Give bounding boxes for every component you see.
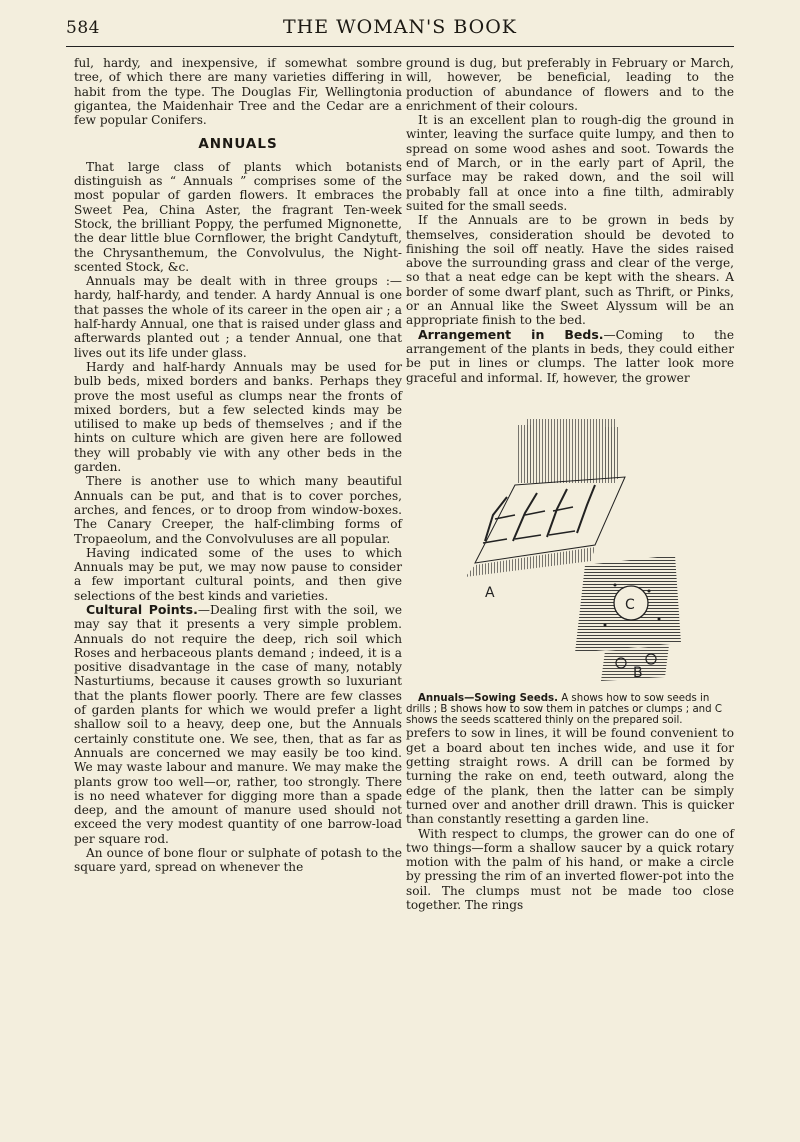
- paragraph-cultural-points: [74, 603, 402, 846]
- running-title: THE WOMAN'S BOOK: [283, 16, 517, 38]
- paragraph: Hardy and half-hardy Annuals may be used for bulb beds, mixed borders and banks. Perhaps they prove the most useful as clumps near the fronts of mixed borders, but a few selected kinds may be utilised to make up beds of themselves ; and if the hints on culture which are given here are followed they will probably vie with any other beds in the garden.: [74, 359, 402, 475]
- figure-label-a: A: [485, 584, 495, 601]
- paragraph: Annuals may be dealt with in three groups :— hardy, half-hardy, and tender. A hardy Annual is one that passes the whole of its career in the open air ; a half-hardy Annual, one that is raised under glass and afterwards planted out ; a tender Annual, one that lives out its life under glass.: [74, 274, 402, 360]
- paragraph: If the Annuals are to be grown in beds by themselves, consideration should be devoted to finishing the soil off neatly. Have the sides raised above the surrounding grass and clear of the verge, so that a neat edge can be kept with the shears. A border of some dwarf plant, such as Thrift, or Pinks, or an Annual like the Sweet Alyssum will be an appropriate finish to the bed.: [406, 213, 734, 328]
- section-heading-annuals: ANNUALS: [198, 136, 278, 153]
- paragraph: prefers to sow in lines, it will be found convenient to get a board about ten inches wide, and use it for getting straight rows. A drill can be formed by turning the rake on end, teeth outward, along the edge of the plank, then the latter can be simply turned over and another drill drawn. This is quicker than constantly resetting a garden line.: [406, 726, 734, 827]
- figure-label-c: C: [625, 596, 635, 613]
- runin-heading-cultural-points: Cultural Points.: [86, 601, 198, 617]
- right-column: [406, 56, 734, 912]
- paragraph: It is an excellent plan to rough-dig the ground in winter, leaving the surface quite lumpy, and then to spread on some wood ashes and soot. Towards the end of March, or in the early part of April, the surface may be raked down, and the soil will probably fall at once into a fine tilth, admirably suited for the small seeds.: [406, 113, 734, 213]
- page-header: [66, 14, 734, 46]
- left-column: [74, 56, 402, 875]
- sowing-seeds-drawing: [455, 415, 685, 685]
- paragraph: Having indicated some of the uses to which Annuals may be put, we may now pause to consider a few important cultural points, and then give selections of the best kinds and varieties.: [74, 545, 402, 603]
- caption-text: A shows how to sow seeds in drills ; B shows how to sow them in patches or clumps ; and C shows the seeds scattered thinly on the prepared soil.: [406, 692, 722, 727]
- figure-caption: [406, 693, 734, 727]
- drills-section: [465, 419, 625, 577]
- paragraph: ground is dug, but preferably in February or March, will, however, be beneficial, leading to the production of abundance of flowers and to the enrichment of their colours.: [406, 56, 734, 113]
- paragraph-arrangement-in-beds: [406, 328, 734, 385]
- sowing-seeds-illustration: [455, 415, 685, 685]
- paragraph: With respect to clumps, the grower can do one of two things—form a shallow saucer by a quick rotary motion with the palm of his hand, or make a circle by pressing the rim of an inverted flower-pot into the soil. The clumps must not be made too close together. The rings: [406, 826, 734, 912]
- paragraph: That large class of plants which botanists distinguish as “ Annuals ” comprises some of the most popular of garden flowers. It embraces the Sweet Pea, China Aster, the fragrant Ten-week Stock, the brilliant Poppy, the perfumed Mignonette, the dear little blue Cornflower, the bright Candytuft, the Chrysanthemum, the Convolvulus, the Night-scented Stock, &c.: [74, 159, 402, 274]
- paragraph-text: —Coming to the arrangement of the plants in beds, they could either be put in lines or clumps. The latter look more graceful and informal. If, however, the grower: [406, 327, 734, 385]
- runin-heading-arrangement: Arrangement in Beds.: [418, 326, 604, 342]
- figure-label-b: B: [633, 664, 643, 681]
- paragraph: There is another use to which many beautiful Annuals can be put, and that is to cover porches, arches, and fences, or to droop from window-boxes. The Canary Creeper, the half-climbing forms of Tropaeolum, and the Convolvuluses are all popular.: [74, 474, 402, 546]
- caption-title: Annuals—Sowing Seeds.: [418, 692, 558, 704]
- paragraph: ful, hardy, and inexpensive, if somewhat sombre tree, of which there are many varieties differing in habit from the type. The Douglas Fir, Wellingtonia gigantea, the Maidenhair Tree and the Cedar are a few popular Conifers.: [74, 56, 402, 128]
- header-rule: [66, 46, 734, 47]
- paragraph: An ounce of bone flour or sulphate of potash to the square yard, spread on whenever the: [74, 846, 402, 875]
- paragraph-text: —Dealing first with the soil, we may say that it presents a very simple problem. Annuals do not require the deep, rich soil which Roses and herbaceous plants demand ; indeed, it is a positive disadvantage in the case of many, notably Nasturtiums, because it causes growth so luxuriant that the plants flower poorly. There are few classes of garden plants for which we would prefer a light shallow soil to a heavy, deep one, but the Annuals certainly constitute one. We see, then, that as far as Annuals are concerned we may easily be too kind. We may waste labour and manure. We may make the plants grow too well—or, rather, too strongly. There is no need whatever for digging more than a spade deep, and the amount of manure used should not exceed the very modest quantity of one barrow-load per square rod.: [74, 602, 402, 846]
- page-number: 584: [66, 18, 100, 38]
